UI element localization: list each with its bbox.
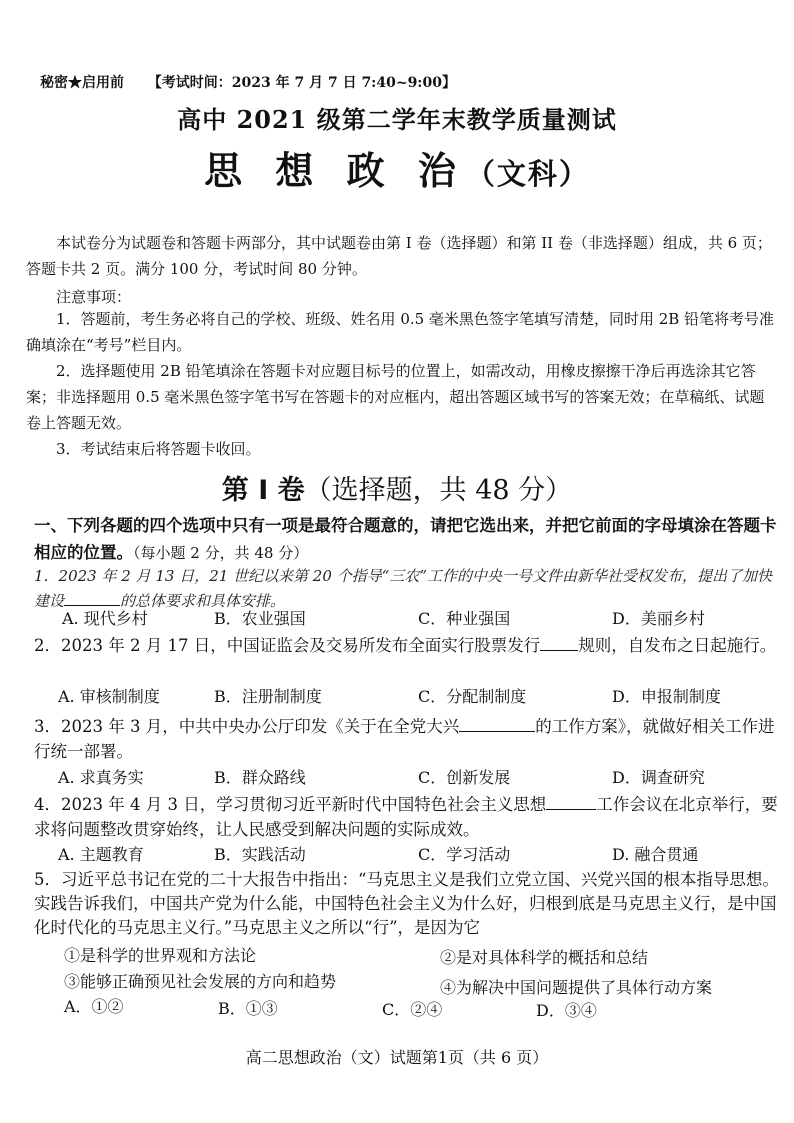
- option-b: B．农业强国: [214, 609, 306, 628]
- answer-blank: [540, 634, 578, 651]
- exam-title: 高中 2021 级第二学年末教学质量测试: [177, 105, 617, 134]
- option-a: A. 主题教育: [58, 845, 144, 864]
- question-3-stem-end: 的工作方案》，就做好相关工作进行统一部署。: [34, 717, 775, 761]
- question-2: [34, 633, 784, 658]
- instruction-text: 一、下列各题的四个选项中只有一项是最符合题意的，请把它选出来，并把它前面的字母填涂在答题卡相应的位置。: [34, 516, 777, 562]
- subject-suffix: （文科）: [465, 157, 590, 191]
- option-d: D．③④: [536, 1001, 597, 1020]
- statement-1: ①是科学的世界观和方法论: [64, 946, 257, 965]
- statement-4: ④为解决中国问题提供了具体行动方案: [440, 978, 713, 997]
- statement-3: ③能够正确预见社会发展的方向和趋势: [64, 972, 337, 991]
- section-subtitle: （选择题，共 48 分）: [304, 475, 573, 506]
- question-3-stem: 3．2023 年 3 月，中共中央办公厅印发《关于在全党大兴: [34, 717, 460, 736]
- option-d: D．美丽乡村: [612, 609, 705, 628]
- answer-blank: [64, 589, 120, 606]
- subject-title: [0, 140, 794, 195]
- instruction-score: （每小题 2 分，共 48 分）: [133, 544, 309, 562]
- option-a: A. 审核制制度: [58, 687, 160, 706]
- option-c: C．创新发展: [418, 768, 511, 787]
- question-5: 5．习近平总书记在党的二十大报告中指出：“马克思主义是我们立党立国、兴党兴国的根本指导思想。实践告诉我们，中国共产党为什么能，中国特色社会主义为什么好，归根到底是马克思主义行，是中国化时代化的马克思主义行。”马克思主义之所以“行”，是因为它: [34, 870, 779, 937]
- confidential-label: 秘密★启用前: [40, 75, 124, 91]
- option-d: D．申报制制度: [612, 687, 721, 706]
- intro-paragraph: 本试卷分为试题卷和答题卡两部分，其中试题卷由第 I 卷（选择题）和第 II 卷（非选择题）组成，共 6 页；答题卡共 2 页。满分 100 分，考试时间 80 分钟。: [26, 234, 772, 278]
- option-c: C．种业强国: [418, 609, 511, 628]
- option-b: B．群众路线: [214, 768, 306, 787]
- option-d: D．调查研究: [612, 768, 705, 787]
- answer-blank: [459, 715, 535, 732]
- statement-2: ②是对具体科学的概括和总结: [440, 948, 649, 967]
- note-3: 3．考试结束后将答题卡收回。: [56, 440, 261, 458]
- option-b: B．①③: [218, 999, 278, 1018]
- page-footer: 高二思想政治（文）试题第1页（共 6 页）: [245, 1048, 549, 1067]
- note-1: 1．答题前，考生务必将自己的学校、班级、姓名用 0.5 毫米黑色签字笔填写清楚，同时用 2B 铅笔将考号准确填涂在“考号”栏目内。: [26, 310, 775, 354]
- answer-blank: [546, 793, 596, 810]
- question-4-stem: 4．2023 年 4 月 3 日，学习贯彻习近平新时代中国特色社会主义思想: [34, 795, 547, 814]
- option-c: C．②④: [382, 1000, 443, 1019]
- section-title: [0, 468, 794, 507]
- question-2-stem: 2．2023 年 2 月 17 日，中国证监会及交易所发布全面实行股票发行: [34, 636, 541, 655]
- option-a: A．①②: [64, 997, 124, 1016]
- question-1-stem-end: 的总体要求和具体安排。: [120, 592, 286, 610]
- subject-name: 思 想 政 治: [204, 148, 466, 193]
- option-a: A. 现代乡村: [62, 609, 148, 628]
- option-a: A. 求真务实: [58, 768, 144, 787]
- choice-instruction: [34, 512, 784, 567]
- option-b: B．注册制制度: [214, 687, 322, 706]
- header-line: [40, 72, 456, 92]
- question-3: [34, 714, 784, 764]
- option-c: C．分配制制度: [418, 687, 527, 706]
- question-4-stem-end: 工作会议在北京举行，要求将问题整改贯穿始终，让人民感受到解决问题的实际成效。: [34, 795, 778, 839]
- option-d: D. 融合贯通: [612, 845, 699, 864]
- section-name: 第 I 卷: [221, 475, 305, 506]
- notes-heading: 注意事项：: [56, 288, 132, 306]
- question-2-stem-end: 规则，自发布之日起施行。: [578, 636, 777, 655]
- option-c: C．学习活动: [418, 845, 511, 864]
- note-2: 2．选择题使用 2B 铅笔填涂在答题卡对应题目标号的位置上，如需改动，用橡皮擦擦干净后再选涂其它答案；非选择题用 0.5 毫米黑色签字笔书写在答题卡的对应框内，超出答题区域书写的答案无效；在草稿纸、试题卷上答题无效。: [26, 362, 765, 432]
- question-4: [34, 792, 784, 842]
- exam-time: 【考试时间：2023 年 7 月 7 日 7:40~9:00】: [147, 75, 456, 91]
- question-1-stem: 1．2023 年 2 月 13 日，21 世纪以来第 20 个指导“三农”工作的中央一号文件由新华社受权发布，提出了加快建设: [34, 567, 773, 610]
- option-b: B．实践活动: [214, 845, 306, 864]
